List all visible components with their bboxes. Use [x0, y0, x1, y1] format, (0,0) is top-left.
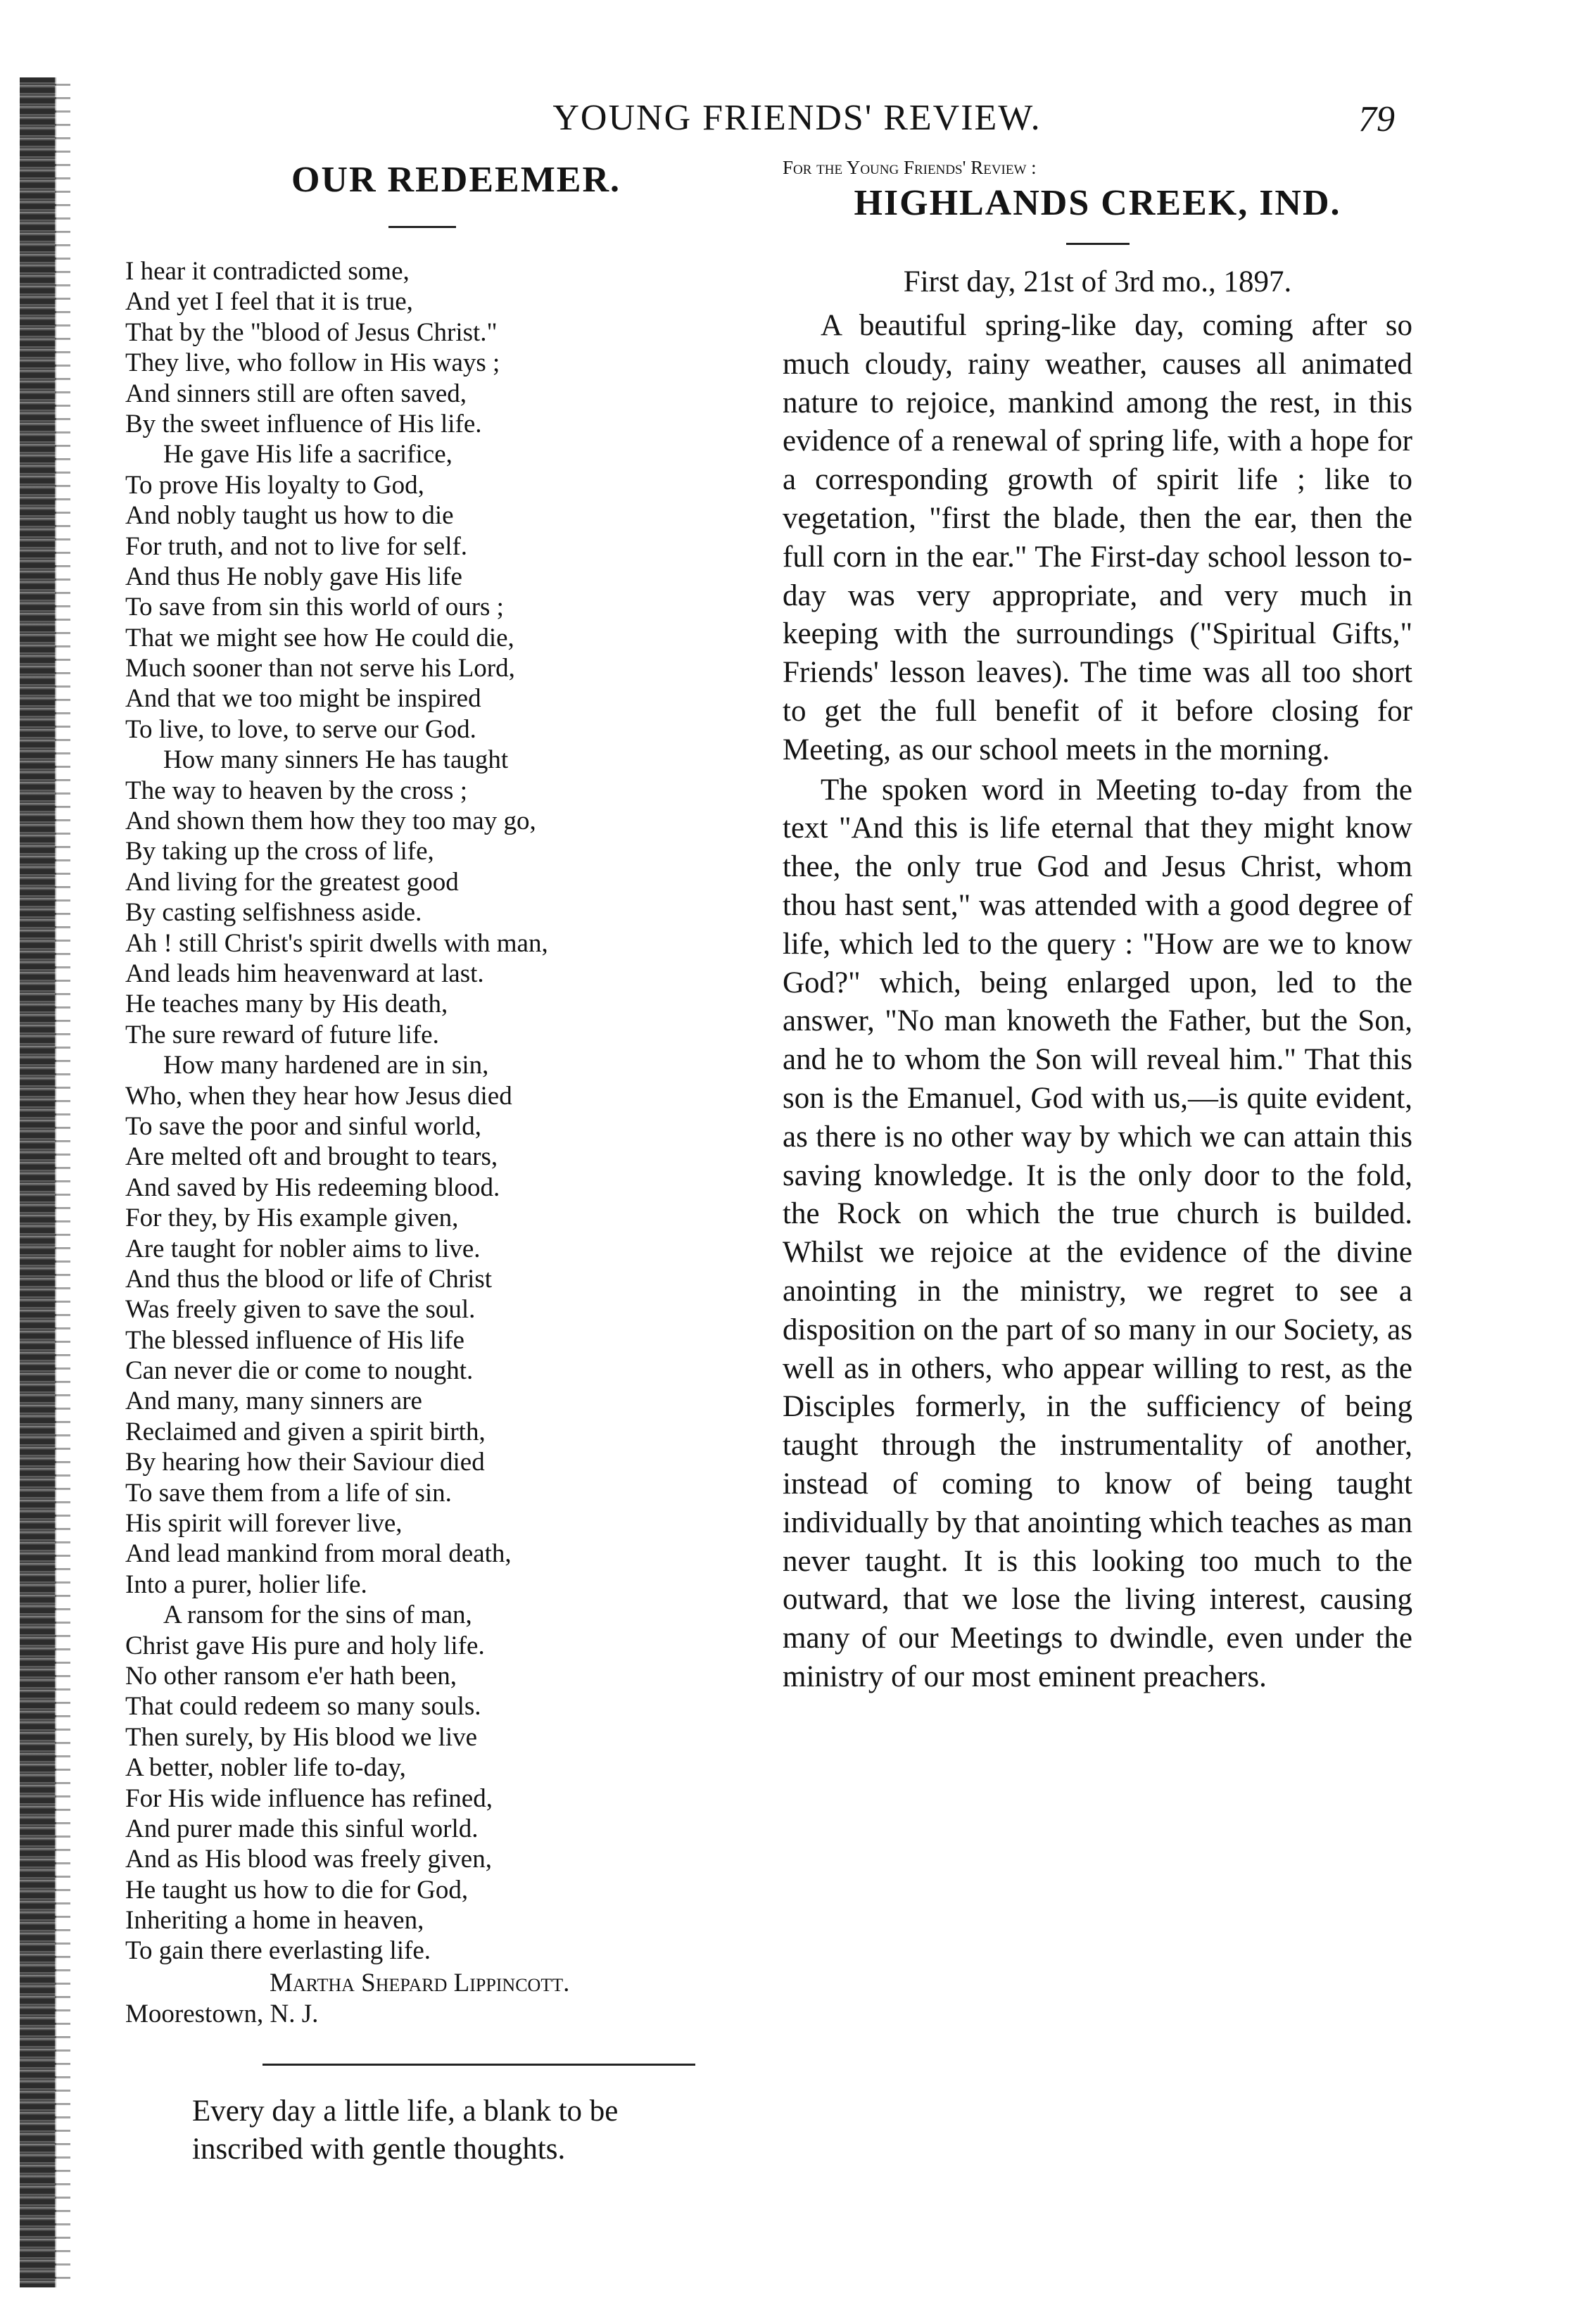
- article-paragraph-2: The spoken word in Meeting to-day from the text "And this is life eternal that they might know thee, the only true God and Jesus Christ, whom thou hast sent," was attended with a good degree of life, which led to the query : "How are we to know God?" which, being enlarged upon, led to the answer, "No man knoweth the Father, but the Son, and he to whom the Son will reveal him." That this son is the Emanuel, God with us,—is quite evident, as there is no other way by which we can attain this saving knowledge. It is the only door to the fold, the Rock on which the true church is builded. Whilst we rejoice at the evidence of the divine anointing in the ministry, we regret to see a disposition on the part of so many in our Society, as well as in others, who appear willing to rest, as the Disciples formerly, in the sufficiency of being taught through the instrumentality of another, instead of coming to know of being taught individually by that anointing which teaches as man never taught. It is this looking too much to the outward, that we lose the living interest, causing many of our Meetings to dwindle, even under the ministry of our most eminent preachers.: [783, 773, 1412, 1693]
- poem-line: The sure reward of future life.: [125, 1020, 439, 1049]
- poem-line: Are melted oft and brought to tears,: [125, 1142, 498, 1172]
- poem-line: How many hardened are in sin,: [163, 1051, 489, 1080]
- left-column: [125, 158, 759, 2168]
- article-title-rule: [1066, 243, 1130, 245]
- poem-line: And yet I feel that it is true,: [125, 287, 413, 317]
- poem-line: For truth, and not to live for self.: [125, 531, 468, 561]
- poem-line: And thus the blood or life of Christ: [125, 1264, 493, 1294]
- poem-title: OUR REDEEMER.: [291, 160, 621, 200]
- poem-line: To gain there everlasting life.: [125, 1936, 431, 1966]
- poem-line: Into a purer, holier life.: [125, 1570, 367, 1599]
- poem-line: And lead mankind from moral death,: [125, 1539, 512, 1569]
- poem-line: To save the poor and sinful world,: [125, 1111, 482, 1141]
- poem-line: A ransom for the sins of man,: [163, 1600, 472, 1630]
- poem-line: And that we too might be inspired: [125, 684, 481, 714]
- page-number: 79: [1358, 99, 1395, 139]
- poem-line: That could redeem so many souls.: [125, 1692, 481, 1722]
- poem-line: Inheriting a home in heaven,: [125, 1906, 424, 1935]
- article-dateline: First day, 21st of 3rd mo., 1897.: [903, 265, 1292, 298]
- poem-line: He taught us how to die for God,: [125, 1875, 469, 1905]
- poem-line: The blessed influence of His life: [125, 1325, 464, 1355]
- poem-line: Ah ! still Christ's spirit dwells with man,: [125, 928, 548, 958]
- poem-line: And sinners still are often saved,: [125, 379, 467, 408]
- for-line: For the Young Friends' Review :: [783, 157, 1037, 178]
- epigram-line-2: inscribed with gentle thoughts.: [192, 2132, 566, 2166]
- poem-line: And as His blood was freely given,: [125, 1845, 492, 1874]
- poem-line: Christ gave His pure and holy life.: [125, 1631, 485, 1660]
- article-paragraph-1: A beautiful spring-like day, coming after so much cloudy, rainy weather, causes all animated nature to rejoice, mankind among the rest, in this evidence of a renewal of spring life, with a hope for a corresponding growth of spirit life ; like to vegetation, "first the blade, then the ear, then the full corn in the ear." The First-day school lesson to-day was very appropriate, and very much in keeping with the surroundings ("Spiritual Gifts," Friends' lesson leaves). The time was all too short to get the full benefit of it before closing for Meeting, as our school meets in the morning.: [783, 309, 1412, 766]
- poem-line: Then surely, by His blood we live: [125, 1722, 478, 1752]
- poem-place: Moorestown, N. J.: [125, 1999, 319, 2028]
- poem-author: Martha Shepard Lippincott.: [270, 1968, 570, 1997]
- title-rule: [388, 226, 456, 228]
- poem-line: His spirit will forever live,: [125, 1509, 403, 1539]
- poem-lines: [125, 256, 759, 1966]
- poem-line: He gave His life a sacrifice,: [163, 440, 453, 469]
- poem-line: And living for the greatest good: [125, 867, 459, 897]
- poem-line: To live, to love, to serve our God.: [125, 714, 476, 744]
- poem-line: To prove His loyalty to God,: [125, 470, 424, 500]
- binding-spine-edge: [55, 77, 70, 2287]
- poem-line: How many sinners He has taught: [163, 745, 509, 775]
- binding-spine-shadow: [20, 77, 56, 2287]
- poem-line: And thus He nobly gave His life: [125, 562, 462, 591]
- poem-line: And purer made this sinful world.: [125, 1814, 479, 1843]
- poem-line: Much sooner than not serve his Lord,: [125, 654, 515, 683]
- poem-line: And shown them how they too may go,: [125, 807, 536, 836]
- poem-line: For His wide influence has refined,: [125, 1783, 493, 1813]
- poem-line: That we might see how He could die,: [125, 623, 514, 652]
- epigram: [125, 2092, 759, 2168]
- poem-line: He teaches many by His death,: [125, 990, 448, 1019]
- section-divider: [262, 2064, 695, 2066]
- poem-line: I hear it contradicted some,: [125, 257, 410, 286]
- poem-line: And many, many sinners are: [125, 1387, 422, 1416]
- epigram-line-1: Every day a little life, a blank to be: [192, 2094, 619, 2128]
- poem-line: And leads him heavenward at last.: [125, 959, 484, 988]
- poem-line: Reclaimed and given a spirit birth,: [125, 1417, 486, 1446]
- poem-line: By the sweet influence of His life.: [125, 409, 482, 438]
- running-title: YOUNG FRIENDS' REVIEW.: [552, 98, 1042, 138]
- poem-line: By taking up the cross of life,: [125, 837, 434, 866]
- poem-line: Can never die or come to nought.: [125, 1356, 474, 1386]
- poem-line: That by the "blood of Jesus Christ.": [125, 317, 498, 347]
- right-column: [783, 158, 1412, 1697]
- poem-line: By casting selfishness aside.: [125, 898, 422, 928]
- poem-line: The way to heaven by the cross ;: [125, 776, 467, 805]
- poem-line: For they, by His example given,: [125, 1204, 459, 1233]
- poem-line: And nobly taught us how to die: [125, 501, 454, 531]
- poem-line: To save from sin this world of ours ;: [125, 593, 504, 622]
- poem-line: Was freely given to save the soul.: [125, 1295, 476, 1325]
- poem-line: A better, nobler life to-day,: [125, 1753, 406, 1783]
- poem-line: No other ransom e'er hath been,: [125, 1661, 457, 1691]
- poem-line: To save them from a life of sin.: [125, 1478, 452, 1508]
- poem-line: They live, who follow in His ways ;: [125, 348, 500, 378]
- poem-line: And saved by His redeeming blood.: [125, 1173, 500, 1202]
- poem-line: By hearing how their Saviour died: [125, 1448, 485, 1477]
- article-title: HIGHLANDS CREEK, IND.: [854, 183, 1341, 223]
- poem-line: Who, when they hear how Jesus died: [125, 1081, 512, 1111]
- poem-line: Are taught for nobler aims to live.: [125, 1234, 481, 1263]
